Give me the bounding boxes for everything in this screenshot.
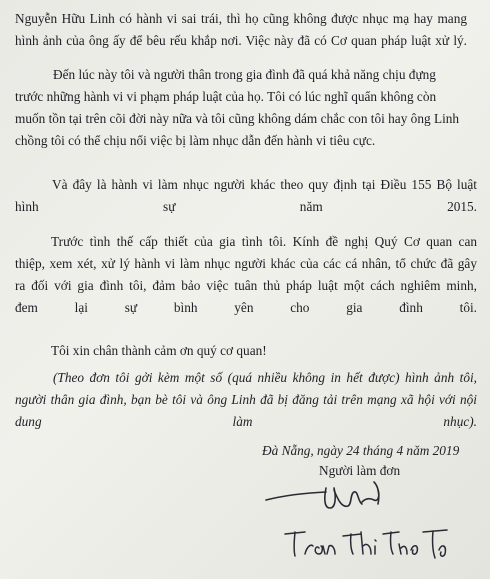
text-line: hình ảnh của ông ấy để bêu rếu khắp nơi. Việc này đã có Cơ quan pháp luật xử lý. <box>15 33 467 48</box>
text-line: Nguyễn Hữu Linh có hành vi sai trái, thì họ cũng không được nhục mạ hay mang <box>15 11 467 26</box>
text-line: người thân gia đình, bạn bè tôi và ông Linh đã bị đăng tải trên mạng xã hội với nội <box>15 392 477 407</box>
paragraph-1 <box>15 8 467 52</box>
signer-title: Người làm đơn <box>319 463 401 478</box>
text-line: ra đối với gia đình tôi, đảm bảo việc tuân thủ pháp luật một cách nghiêm minh, <box>15 278 477 293</box>
text-line: (Theo đơn tôi gởi kèm một số (quá nhiều không in hết được) hình ảnh tôi, <box>53 370 477 385</box>
text-line: chồng tôi có thể chịu nổi việc bị làm nhục dẫn đến hành vi tiêu cực. <box>15 133 376 148</box>
text-line: Tôi xin chân thành cảm ơn quý cơ quan! <box>51 343 267 358</box>
text-line: thiệp, xem xét, xử lý hành vi làm nhục người khác của các cá nhân, tổ chức đã gây <box>15 256 477 271</box>
signature-scribble <box>262 478 387 523</box>
place-date: Đà Nẵng, ngày 24 tháng 4 năm 2019 <box>262 443 460 458</box>
text-line: đem lại sự bình yên cho gia đình tôi. <box>15 300 477 315</box>
text-line: trước những hành vi vi phạm pháp luật của họ. Tôi có lúc nghĩ quẩn không còn <box>15 89 437 104</box>
text-line: hình sự năm 2015. <box>15 199 477 214</box>
text-line: muốn tồn tại trên cõi đời này nữa và tôi cũng không dám chắc con tôi hay ông Linh <box>15 111 460 126</box>
handwritten-name <box>283 526 453 566</box>
paragraph-4 <box>15 231 477 319</box>
paragraph-3 <box>15 174 477 218</box>
text-line: dung làm nhục). <box>15 414 477 429</box>
text-line: Đến lúc này tôi và người thân trong gia đình đã quá khả năng chịu đựng <box>53 67 436 82</box>
text-line: Và đây là hành vi làm nhục người khác theo quy định tại Điều 155 Bộ luật <box>52 177 477 192</box>
thanks-line <box>51 340 451 362</box>
text-line: Trước tình thế cấp thiết của gia tình tôi. Kính đề nghị Quý Cơ quan can <box>51 234 477 249</box>
attachment-note <box>15 367 477 433</box>
paragraph-2 <box>15 64 474 152</box>
